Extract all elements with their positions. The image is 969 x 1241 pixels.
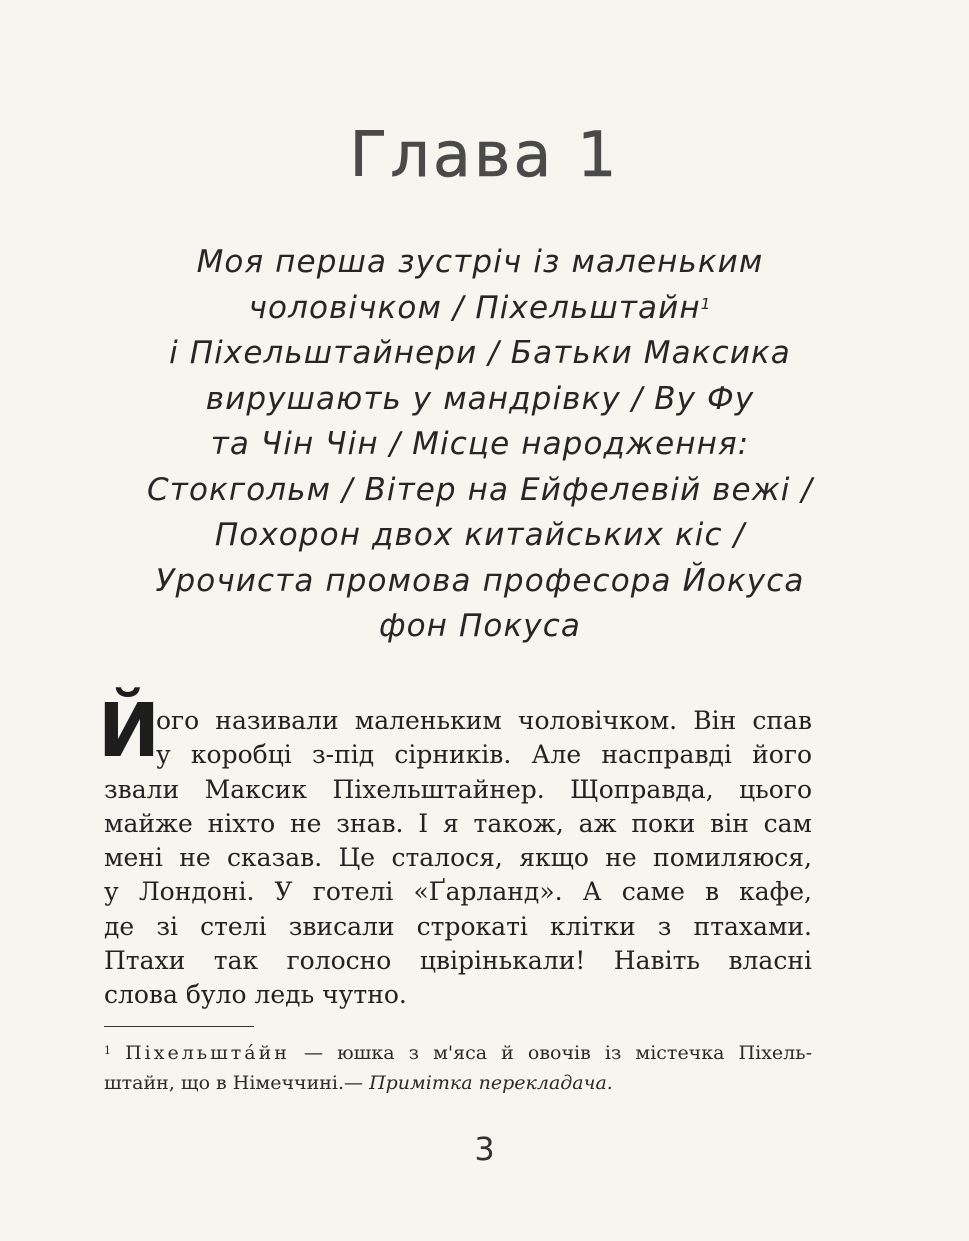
summary-line: і Піхельштайнери / Батьки Максика (169, 335, 791, 371)
body-line: мені не сказав. Це сталося, якщо не помиляюся, (104, 843, 812, 873)
footnote-divider (104, 1026, 254, 1027)
footnote-definition-cont: штайн, що в Німеччині.— (104, 1072, 370, 1094)
summary-line: Похорон двох китайських кіс / (214, 517, 746, 553)
summary-line-text: чоловічком / Піхельштайн (248, 289, 701, 326)
chapter-title: Глава 1 (349, 118, 620, 191)
summary-line: Моя перша зустріч із маленьким (196, 244, 764, 280)
footnote-term: Піхельшта́йн (125, 1042, 290, 1064)
body-line: у Лондоні. У готелі «Ґарланд». А саме в кафе, (104, 877, 812, 907)
footnote-definition: — юшка з м'яса й овочів із містечка Піхель- (289, 1042, 812, 1064)
footnote-line (104, 1038, 812, 1068)
body-line: звали Максик Піхельштайнер. Щоправда, цього (104, 774, 812, 804)
translator-note: Примітка перекладача. (369, 1072, 613, 1094)
chapter-summary (95, 240, 865, 650)
summary-line (95, 286, 865, 332)
body-line: у коробці з-під сірників. Але насправді його (156, 740, 812, 770)
body-line: ого називали маленьким чоловічком. Він спав (156, 706, 812, 735)
footnote-marker: 1 (104, 1044, 111, 1057)
body-paragraph (104, 704, 812, 1013)
drop-cap: Й (98, 688, 160, 774)
body-line: Птахи так голосно цвірінькали! Навіть власні (104, 946, 812, 976)
summary-line: вирушають у мандрівку / Ву Фу (205, 380, 755, 417)
body-line: слова було ледь чутно. (104, 980, 407, 1010)
page-number: 3 (474, 1130, 495, 1168)
summary-line: Урочиста промова професора Йокуса (155, 562, 805, 599)
summary-line: Стокгольм / Вітер на Ейфелевій вежі / (147, 471, 813, 508)
footnote-reference[interactable]: 1 (700, 294, 712, 313)
body-line: майже ніхто не знав. І я також, аж поки він сам (104, 808, 812, 838)
body-line: де зі стелі звисали строкаті клітки з птахами. (104, 911, 812, 941)
summary-line: фон Покуса (379, 608, 581, 644)
footnote (104, 1038, 812, 1098)
summary-line: та Чін Чін / Місце народження: (210, 426, 750, 462)
footnote-line (104, 1068, 812, 1098)
